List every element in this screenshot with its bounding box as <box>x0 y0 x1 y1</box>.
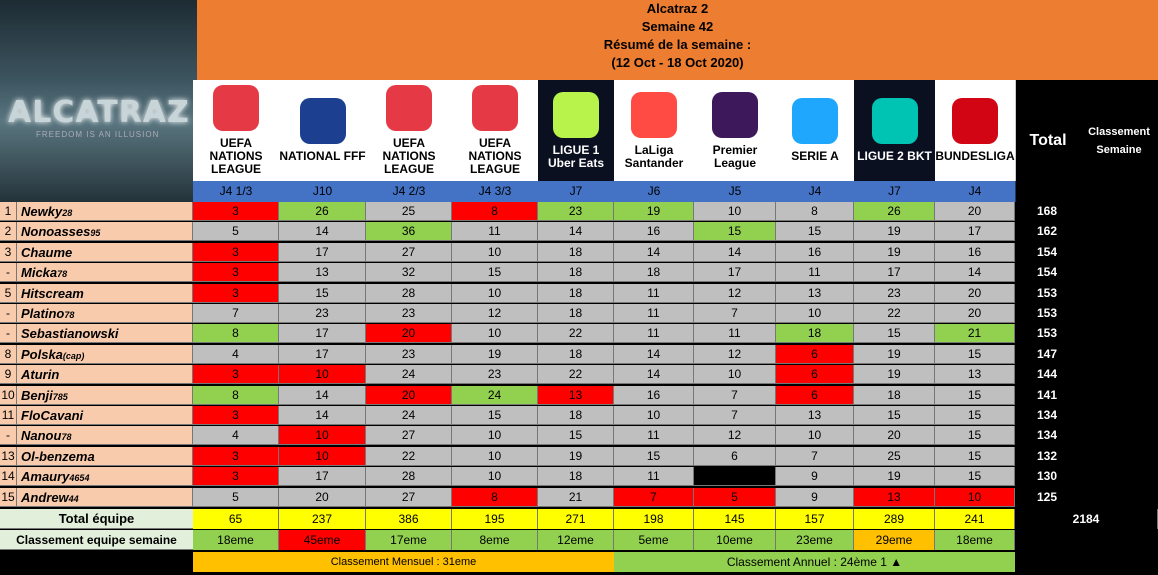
score-cell: 12 <box>694 284 776 303</box>
score-cell: 6 <box>694 447 776 466</box>
score-cell: 25 <box>854 447 935 466</box>
score-cell: 13 <box>776 284 854 303</box>
score-cell: 10 <box>452 243 538 262</box>
player-name-text: Andrew <box>21 490 69 505</box>
score-cell: 20 <box>279 488 366 507</box>
competition-logo <box>694 80 777 181</box>
team-rank-label: Classement equipe semaine <box>0 530 193 550</box>
player-rank: 10 <box>0 386 17 405</box>
competition-name: SERIE A <box>791 149 839 163</box>
score-cell: 18 <box>538 284 614 303</box>
score-cell: 6 <box>776 386 854 405</box>
score-cell: 23 <box>854 284 935 303</box>
score-cell: 5 <box>193 488 279 507</box>
score-cell: 28 <box>366 284 452 303</box>
team-total-label: Total équipe <box>0 509 193 529</box>
team-total-cell: 145 <box>694 509 776 529</box>
score-cell: 5 <box>193 222 279 241</box>
score-cell: 27 <box>366 243 452 262</box>
team-rank-cell: 45eme <box>279 530 366 550</box>
score-cell: 10 <box>614 406 694 425</box>
score-cell: 17 <box>694 263 776 282</box>
score-cell: 8 <box>776 202 854 221</box>
player-name-text: Nanou <box>21 428 62 443</box>
team-rank-cell: 29eme <box>854 530 935 550</box>
score-cell: 20 <box>935 284 1015 303</box>
score-cell: 19 <box>538 447 614 466</box>
matchday-label: J6 <box>614 181 695 202</box>
player-name-text: Aturin <box>21 367 60 382</box>
team-rank-cell: 12eme <box>538 530 614 550</box>
score-cell: 7 <box>776 447 854 466</box>
player-tag: 4654 <box>69 473 90 483</box>
competition-name: Premier League <box>712 142 758 170</box>
player-total: 132 <box>1015 447 1079 466</box>
score-cell: 7 <box>694 386 776 405</box>
score-cell: 3 <box>193 284 279 303</box>
player-tag: 28 <box>62 208 73 218</box>
player-tag: 78 <box>61 432 72 442</box>
player-total: 141 <box>1015 386 1079 405</box>
score-cell: 23 <box>538 202 614 221</box>
score-cell: 15 <box>452 406 538 425</box>
player-rank: - <box>0 304 17 323</box>
score-cell: 15 <box>614 447 694 466</box>
matchday-label: J7 <box>854 181 936 202</box>
competition-logo <box>279 80 367 181</box>
score-cell: 20 <box>366 324 452 343</box>
player-tag: 78 <box>57 269 68 279</box>
score-cell: 11 <box>614 426 694 445</box>
score-cell: 7 <box>193 304 279 323</box>
score-cell: 36 <box>366 222 452 241</box>
player-rank: - <box>0 263 17 282</box>
player-rank: 11 <box>0 406 17 425</box>
score-cell: 16 <box>776 243 854 262</box>
score-cell: 20 <box>935 202 1015 221</box>
player-tag: 78 <box>64 310 75 320</box>
player-name <box>17 202 193 221</box>
score-cell: 3 <box>193 365 279 384</box>
competition-name: NATIONAL FFF <box>279 149 366 163</box>
summary-label: Résumé de la semaine : <box>603 37 752 52</box>
player-rank: 1 <box>0 202 17 221</box>
score-cell: 17 <box>279 467 366 486</box>
player-name-text: Nonoasses <box>21 224 91 239</box>
player-rank: 9 <box>0 365 17 384</box>
score-cell: 15 <box>694 222 776 241</box>
score-cell: 28 <box>366 467 452 486</box>
score-cell: 4 <box>193 426 279 445</box>
team-rank-cell: 18eme <box>193 530 279 550</box>
score-cell: 8 <box>452 202 538 221</box>
competition-logo <box>935 80 1016 181</box>
score-cell: 17 <box>279 345 366 364</box>
score-cell: 15 <box>935 386 1015 405</box>
player-total: 134 <box>1015 406 1079 425</box>
score-cell: 10 <box>776 304 854 323</box>
score-cell: 15 <box>279 284 366 303</box>
score-cell: 10 <box>694 365 776 384</box>
matchday-label: J4 1/3 <box>193 181 280 202</box>
team-total-cell: 237 <box>279 509 366 529</box>
score-cell: 10 <box>935 488 1015 507</box>
competition-logo <box>452 80 539 181</box>
competition-name: LIGUE 2 BKT <box>857 149 932 163</box>
score-cell: 14 <box>538 222 614 241</box>
player-total: 144 <box>1015 365 1079 384</box>
score-cell: 6 <box>776 345 854 364</box>
player-total: 153 <box>1015 324 1079 343</box>
score-cell: 11 <box>614 324 694 343</box>
matchday-label: J5 <box>694 181 777 202</box>
team-total-cell: 271 <box>538 509 614 529</box>
team-rank-cell: 18eme <box>935 530 1015 550</box>
player-name <box>17 406 193 425</box>
score-cell: 20 <box>366 386 452 405</box>
score-cell: 8 <box>193 324 279 343</box>
score-cell: 18 <box>538 406 614 425</box>
score-cell: 16 <box>614 386 694 405</box>
score-cell: 11 <box>452 222 538 241</box>
player-name-text: Hitscream <box>21 286 84 301</box>
score-cell: 13 <box>935 365 1015 384</box>
player-rank: 8 <box>0 345 17 364</box>
team-rank-cell: 10eme <box>694 530 776 550</box>
player-name-text: Newky <box>21 204 63 219</box>
competition-badge-icon <box>631 92 677 138</box>
score-cell: 19 <box>614 202 694 221</box>
score-cell: 3 <box>193 243 279 262</box>
score-cell: 25 <box>366 202 452 221</box>
player-name <box>17 243 193 262</box>
header <box>197 0 1158 80</box>
competition-name: BUNDESLIGA <box>935 149 1015 163</box>
player-name <box>17 426 193 445</box>
score-cell: 18 <box>614 263 694 282</box>
player-name <box>17 263 193 282</box>
team-total-cell: 289 <box>854 509 935 529</box>
competition-logo <box>776 80 855 181</box>
matchday-label: J10 <box>279 181 367 202</box>
league-title: Alcatraz 2 <box>646 1 709 16</box>
score-cell: 10 <box>279 447 366 466</box>
matchday-label: J4 <box>935 181 1016 202</box>
team-total-cell: 241 <box>935 509 1015 529</box>
score-cell: 10 <box>694 202 776 221</box>
score-cell: 18 <box>776 324 854 343</box>
player-name-text: Amaury <box>21 469 70 484</box>
player-tag: 44 <box>68 494 79 504</box>
score-cell: 4 <box>193 345 279 364</box>
player-total: 153 <box>1015 284 1079 303</box>
score-cell: 16 <box>935 243 1015 262</box>
player-name <box>17 284 193 303</box>
player-name-text: Micka <box>21 265 58 280</box>
player-name-text: Chaume <box>21 245 73 260</box>
team-rank-cell: 5eme <box>614 530 694 550</box>
competition-logo <box>614 80 695 181</box>
team-total-cell: 157 <box>776 509 854 529</box>
score-cell: 13 <box>776 406 854 425</box>
player-total: 162 <box>1015 222 1079 241</box>
competition-badge-icon <box>553 92 599 138</box>
competition-badge-icon <box>872 98 918 144</box>
player-name <box>17 488 193 507</box>
score-cell: 22 <box>854 304 935 323</box>
score-cell: 22 <box>366 447 452 466</box>
player-rank: 5 <box>0 284 17 303</box>
score-cell: 17 <box>279 243 366 262</box>
score-cell: 10 <box>279 365 366 384</box>
player-name <box>17 324 193 343</box>
team-total-cell: 65 <box>193 509 279 529</box>
score-cell: 15 <box>854 406 935 425</box>
score-cell: 7 <box>694 406 776 425</box>
score-cell: 24 <box>366 365 452 384</box>
competition-name: UEFA NATIONS LEAGUE <box>468 136 522 176</box>
score-cell: 8 <box>193 386 279 405</box>
score-cell: 3 <box>193 202 279 221</box>
matchday-label: J7 <box>538 181 615 202</box>
player-name <box>17 365 193 384</box>
score-cell: 11 <box>694 324 776 343</box>
competition-name: UEFA NATIONS LEAGUE <box>209 136 263 176</box>
alcatraz-logo <box>0 0 197 202</box>
player-name-text: Benji <box>21 388 53 403</box>
player-total: 130 <box>1015 467 1079 486</box>
score-cell: 12 <box>452 304 538 323</box>
date-range: (12 Oct - 18 Oct 2020) <box>611 55 744 70</box>
player-total: 134 <box>1015 426 1079 445</box>
logo-text: ALCATRAZ <box>8 95 190 130</box>
score-cell: 14 <box>279 406 366 425</box>
player-rank: - <box>0 426 17 445</box>
score-cell: 15 <box>935 447 1015 466</box>
competition-logo <box>366 80 453 181</box>
score-cell: 18 <box>538 304 614 323</box>
team-grand-total: 2184 <box>1015 509 1158 529</box>
score-cell: 10 <box>776 426 854 445</box>
matchday-label: J4 <box>776 181 855 202</box>
competition-badge-icon <box>472 85 518 131</box>
team-total-cell: 386 <box>366 509 452 529</box>
competition-badge-icon <box>386 85 432 131</box>
score-cell: 3 <box>193 467 279 486</box>
score-cell: 18 <box>538 467 614 486</box>
score-cell: 10 <box>452 447 538 466</box>
competition-badge-icon <box>952 98 998 144</box>
annual-ranking: Classement Annuel : 24ème 1 ▲ <box>614 552 1015 572</box>
player-tag: 785 <box>52 392 68 402</box>
score-cell: 15 <box>935 426 1015 445</box>
player-rank: 13 <box>0 447 17 466</box>
score-cell: 14 <box>279 386 366 405</box>
score-cell: 11 <box>614 304 694 323</box>
player-total: 153 <box>1015 304 1079 323</box>
score-cell: 23 <box>452 365 538 384</box>
score-cell: 20 <box>854 426 935 445</box>
score-cell: 23 <box>366 345 452 364</box>
score-cell: 15 <box>538 426 614 445</box>
score-cell: 18 <box>854 386 935 405</box>
score-cell: 17 <box>279 324 366 343</box>
score-cell: 22 <box>538 324 614 343</box>
score-cell: 11 <box>614 467 694 486</box>
competition-badge-icon <box>213 85 259 131</box>
player-total: 154 <box>1015 263 1079 282</box>
score-cell: 15 <box>935 406 1015 425</box>
team-total-cell: 198 <box>614 509 694 529</box>
score-cell: 26 <box>854 202 935 221</box>
team-rank-cell: 8eme <box>452 530 538 550</box>
score-cell: 9 <box>776 488 854 507</box>
score-cell: 19 <box>854 222 935 241</box>
competition-badge-icon <box>792 98 838 144</box>
player-name-text: Polska <box>21 347 63 362</box>
score-cell: 13 <box>538 386 614 405</box>
score-cell: 16 <box>614 222 694 241</box>
score-cell <box>694 467 776 486</box>
player-name <box>17 386 193 405</box>
score-cell: 27 <box>366 488 452 507</box>
competition-badge-icon <box>712 92 758 138</box>
score-cell: 19 <box>854 243 935 262</box>
score-cell: 14 <box>614 365 694 384</box>
score-cell: 7 <box>614 488 694 507</box>
player-name <box>17 447 193 466</box>
competition-logo <box>854 80 936 181</box>
player-total: 147 <box>1015 345 1079 364</box>
competition-logo <box>193 80 280 181</box>
score-cell: 13 <box>279 263 366 282</box>
team-total-cell: 195 <box>452 509 538 529</box>
score-cell: 10 <box>452 467 538 486</box>
score-cell: 18 <box>538 243 614 262</box>
player-name-text: Sebastianowski <box>21 326 119 341</box>
competition-logo <box>538 80 615 181</box>
player-rank: 15 <box>0 488 17 507</box>
monthly-ranking: Classement Mensuel : 31eme <box>193 552 614 572</box>
player-rank: 2 <box>0 222 17 241</box>
player-name <box>17 467 193 486</box>
score-cell: 15 <box>452 263 538 282</box>
score-cell: 10 <box>452 284 538 303</box>
competition-name: LaLiga Santander <box>624 142 684 170</box>
score-cell: 15 <box>935 467 1015 486</box>
player-rank: 14 <box>0 467 17 486</box>
player-total: 168 <box>1015 202 1079 221</box>
score-cell: 15 <box>935 345 1015 364</box>
score-cell: 21 <box>538 488 614 507</box>
competition-name: LIGUE 1 Uber Eats <box>547 142 605 170</box>
player-name <box>17 304 193 323</box>
score-cell: 12 <box>694 426 776 445</box>
score-cell: 17 <box>935 222 1015 241</box>
score-cell: 15 <box>776 222 854 241</box>
player-rank: 3 <box>0 243 17 262</box>
score-cell: 22 <box>538 365 614 384</box>
score-cell: 14 <box>694 243 776 262</box>
score-cell: 19 <box>854 345 935 364</box>
score-cell: 20 <box>935 304 1015 323</box>
score-cell: 14 <box>614 345 694 364</box>
player-name-text: Platino <box>21 306 65 321</box>
score-cell: 6 <box>776 365 854 384</box>
score-cell: 23 <box>366 304 452 323</box>
player-tag: 95 <box>90 228 101 238</box>
score-cell: 19 <box>854 365 935 384</box>
competition-badge-icon <box>300 98 346 144</box>
score-cell: 24 <box>366 406 452 425</box>
score-cell: 18 <box>538 263 614 282</box>
team-rank-cell: 23eme <box>776 530 854 550</box>
score-cell: 5 <box>694 488 776 507</box>
matchday-label: J4 3/3 <box>452 181 539 202</box>
player-rank: - <box>0 324 17 343</box>
score-cell: 18 <box>538 345 614 364</box>
score-cell: 13 <box>854 488 935 507</box>
score-cell: 19 <box>452 345 538 364</box>
player-tag: (cap) <box>62 351 85 361</box>
score-cell: 14 <box>279 222 366 241</box>
score-cell: 12 <box>694 345 776 364</box>
score-cell: 27 <box>366 426 452 445</box>
score-cell: 23 <box>279 304 366 323</box>
player-name <box>17 345 193 364</box>
team-rank-cell: 17eme <box>366 530 452 550</box>
score-cell: 15 <box>854 324 935 343</box>
score-cell: 9 <box>776 467 854 486</box>
score-cell: 21 <box>935 324 1015 343</box>
total-header: Total <box>1015 80 1080 202</box>
score-cell: 3 <box>193 263 279 282</box>
week-label: Semaine 42 <box>641 19 714 34</box>
score-cell: 24 <box>452 386 538 405</box>
score-cell: 32 <box>366 263 452 282</box>
score-cell: 10 <box>279 426 366 445</box>
score-cell: 17 <box>854 263 935 282</box>
score-cell: 3 <box>193 447 279 466</box>
classement-header: Classement Semaine <box>1080 80 1158 202</box>
score-cell: 3 <box>193 406 279 425</box>
score-cell: 10 <box>452 426 538 445</box>
score-cell: 10 <box>452 324 538 343</box>
score-cell: 14 <box>614 243 694 262</box>
score-cell: 26 <box>279 202 366 221</box>
player-total: 154 <box>1015 243 1079 262</box>
player-name <box>17 222 193 241</box>
score-cell: 7 <box>694 304 776 323</box>
score-cell: 8 <box>452 488 538 507</box>
score-cell: 19 <box>854 467 935 486</box>
matchday-label: J4 2/3 <box>366 181 453 202</box>
score-cell: 11 <box>614 284 694 303</box>
competition-name: UEFA NATIONS LEAGUE <box>382 136 436 176</box>
player-name-text: FloCavani <box>21 408 84 423</box>
logo-subtext: FREEDOM IS AN ILLUSION <box>36 130 160 139</box>
player-total: 125 <box>1015 488 1079 507</box>
score-cell: 11 <box>776 263 854 282</box>
score-cell: 14 <box>935 263 1015 282</box>
player-name-text: Ol-benzema <box>21 449 95 464</box>
